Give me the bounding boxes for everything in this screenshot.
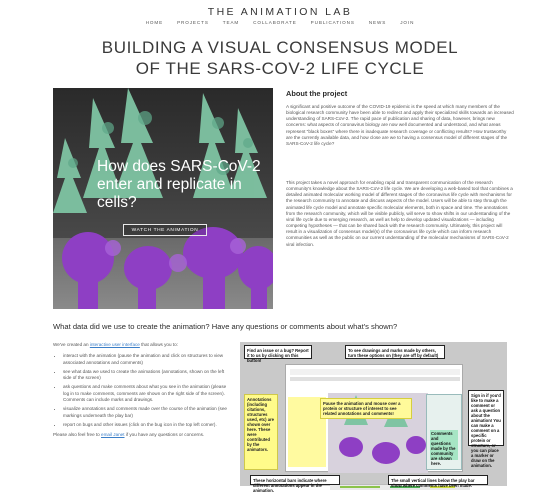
- list-item: • see what data we used to create the animations (annotations, shown on the left side of the screen): [63, 369, 231, 382]
- list-item: • visualize annotations and comments made over the course of the animation (see markings underneath the play bar): [63, 406, 231, 419]
- interactive-interface-link[interactable]: interactive user interface: [89, 342, 140, 347]
- site-title[interactable]: THE ANIMATION LAB: [207, 6, 353, 18]
- annotations-callout: Annotations (including citations, structures used, etc) are shown over here. These were contributed by the animators.: [244, 394, 278, 470]
- email-janet-link[interactable]: email Janet: [101, 432, 125, 438]
- about-paragraph-2: This project takes a novel approach for enabling rapid and transparent communication of the research community's knowledge about the SARS-CoV-2 life cycle. We are developing a web-based tool that combines a detailed animated molecular working model of different stages of the coronavirus life cycle with mechanisms for the research community to annotate and discuss aspects of the model. Users will be able to step through the animated life cycle model and annotate specific molecular elements, both in space and time. The annotations from the research community, which will be visible publicly, will serve to show shifts in our understanding of the viral life cycle due to emerging research, as well as help to develop updated visualizations — including competing hypotheses — that can be shared back with the research community. Ultimately, this project will result in a visualization of consensus model(s) of the coronavirus life cycle which can inform research communities as well as the public on our current understanding of the molecular mechanisms of SARS-CoV-2 viral infection.: [286, 180, 513, 247]
- horizontal-bars-callout: These horizontal bars indicate where different annotations appear in the animation.: [250, 475, 340, 485]
- sign-in-callout: Sign in if you'd like to make a comment or ask a question about the animation! You can make a comment on a specific protein or structure, or you can place a marker or draw on the animation.: [468, 390, 504, 446]
- page-title-line2: OF THE SARS-COV-2 LIFE CYCLE: [135, 59, 425, 78]
- about-paragraph-1: A significant and positive outcome of the COVID-19 epidemic is the speed at which many members of the biological research community have been able to redirect and apply their specialized skills towards an increased understanding of SARS-CoV-2. The rapid pace of publication and sharing of data, however, brings new concerns: what aspects of coronavirus biology are now well documented and understood, and what areas represent "black boxes" where there is inadequate research coverage or conflicting results? How trustworthy are the currently available data, and how close are we to having a consensus model of different stages of the SARS-CoV-2 life cycle?: [286, 104, 514, 146]
- contact-pre: Please also feel free to: [53, 432, 102, 438]
- drawings-toggle-callout: To see drawings and marks made by others, turn these options on (they are off by default): [345, 345, 445, 359]
- hero-animation-panel[interactable]: [53, 88, 273, 309]
- intro-post: that allows you to:: [139, 342, 178, 347]
- nav-news[interactable]: NEWS: [368, 20, 387, 25]
- vertical-lines-callout: The small vertical lines below the play bar show where comments have been made.: [388, 475, 488, 485]
- watch-animation-button[interactable]: WATCH THE ANIMATION: [123, 224, 207, 236]
- interface-description: [53, 342, 231, 439]
- nav-publications[interactable]: PUBLICATIONS: [310, 20, 355, 25]
- main-nav: [0, 20, 560, 25]
- pause-callout: Pause the animation and mouse over a protein or structure of interest to see related annotations and comments!: [320, 398, 412, 419]
- nav-join[interactable]: JOIN: [400, 20, 415, 25]
- section-heading: What data did we use to create the animation? Have any questions or comments about what's shown?: [53, 322, 398, 331]
- list-item: • interact with the animation (pause the animation and click on structures to view associated annotations and comments): [63, 353, 231, 366]
- nav-home[interactable]: HOME: [145, 20, 164, 25]
- page-title-line1: BUILDING A VISUAL CONSENSUS MODEL: [101, 38, 459, 57]
- nav-team[interactable]: TEAM: [222, 20, 240, 25]
- hero-headline: How does SARS-CoV-2 enter and replicate in cells?: [97, 158, 261, 211]
- list-item: • ask questions and make comments about what you see in the animation (please log in to make comments, comments are shown on the right side of the screen). Comments can include marks and drawings.: [63, 384, 231, 403]
- bug-report-callout: Find an issue or a bug? Report it to us by clicking on this button!: [244, 345, 312, 359]
- about-heading: About the project: [286, 89, 348, 98]
- intro-pre: We've created an: [53, 342, 90, 347]
- nav-collaborate[interactable]: COLLABORATE: [253, 20, 297, 25]
- feature-list: [53, 353, 231, 428]
- comments-callout: Comments and questions made by the community are shown here.: [430, 430, 458, 460]
- nav-projects[interactable]: PROJECTS: [177, 20, 209, 25]
- annotation-bar: [340, 486, 380, 488]
- contact-post: if you have any questions or concerns.: [124, 432, 205, 438]
- interface-screenshot: [240, 342, 507, 492]
- intro-text: [53, 342, 231, 348]
- contact-text: [53, 432, 231, 438]
- list-item: • report on bugs and other issues (click on the bug icon in the top left corner).: [63, 422, 231, 428]
